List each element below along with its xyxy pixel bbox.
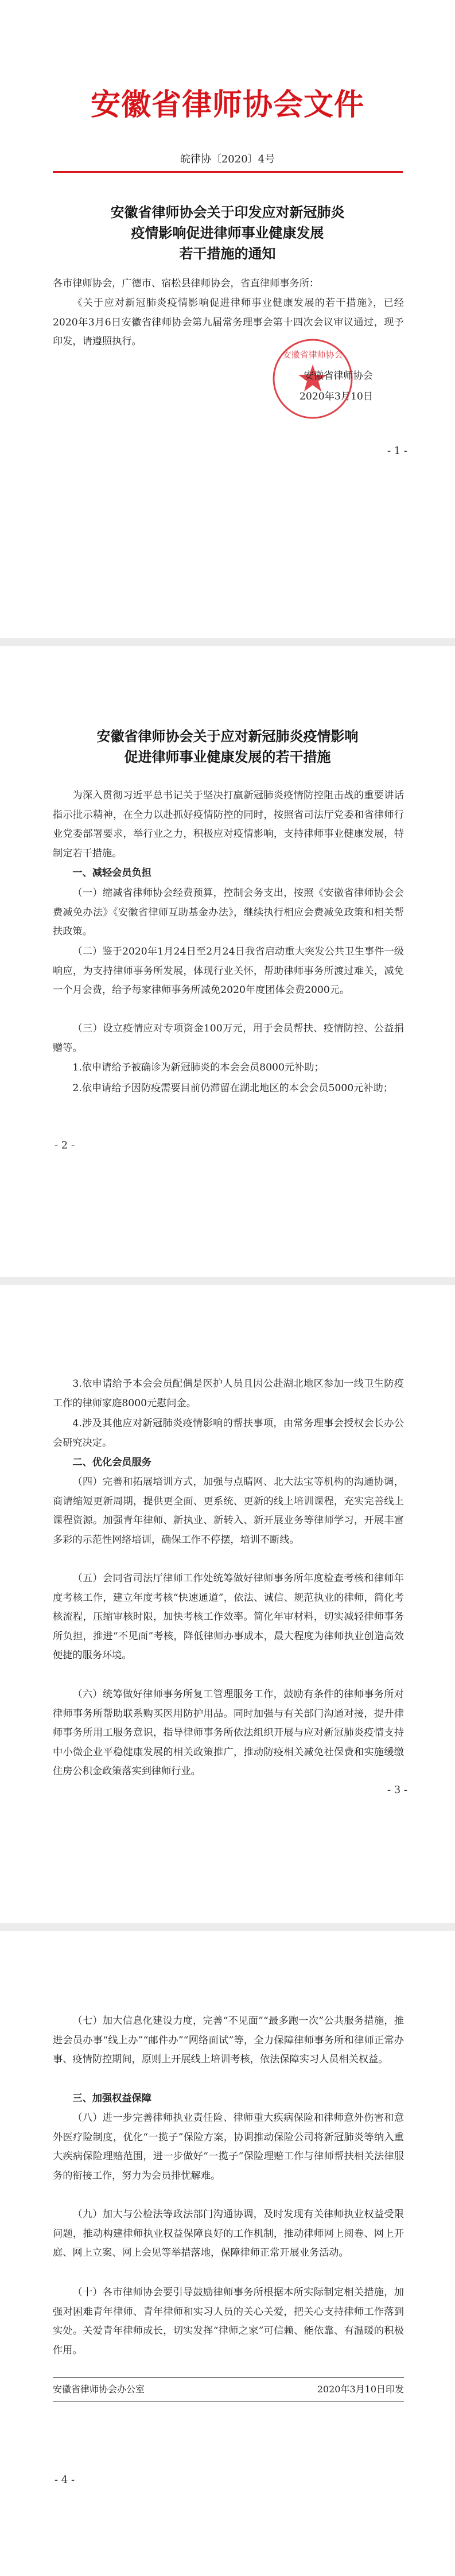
- measures-title: [52, 726, 403, 767]
- notice-title-line: 若干措施的通知: [179, 245, 276, 262]
- document-red-header: 安徽省律师协会文件: [90, 88, 364, 122]
- notice-addressee: 各市律师协会，广德市、宿松县律师协会，省直律师事务所：: [53, 278, 320, 289]
- measure-list-item: 1.依申请给予被确诊为新冠肺炎的本会会员8000元补助；: [72, 1062, 324, 1073]
- measures-title-line: 促进律师事业健康发展的若干措施: [124, 748, 331, 765]
- document-number: 皖律协〔2020〕4号: [180, 153, 275, 165]
- page-number: - 4 -: [55, 2474, 75, 2486]
- measure-paragraph: （四）完善和拓展培训方式，加强与点睛网、北大法宝等机构的沟通协调，商请缩短更新周期，提供更全面、更系统、更新的线上培训课程，充实完善线上课程资源。加强青年律师、新执业、新转入、新开展业务等律师学习，开展丰富多彩的示范性网络培训，确保工作不停摆，培训不断线。: [53, 1476, 404, 1546]
- notice-body: 《关于应对新冠肺炎疫情影响促进律师事业健康发展的若干措施》，已经2020年3月6日安徽省律师协会第九届常务理事会第十四次会议审议通过，现予印发，请遵照执行。: [53, 297, 404, 347]
- measure-list-item: 4.涉及其他应对新冠肺炎疫情影响的帮扶事项，由常务理事会授权会长办公会研究决定。: [53, 1418, 404, 1449]
- notice-title-line: 疫情影响促进律师事业健康发展: [131, 224, 324, 241]
- measure-paragraph: （六）统筹做好律师事务所复工管理服务工作，鼓励有条件的律师事务所对律师事务所帮助联系购买医用防护用品。同时加强与有关部门沟通对接，提升律师事务所用工服务意识，指导律师事务所依法组织开展与应对新冠肺炎疫情支持中小微企业平稳健康发展的相关政策推广，推动防疫相关减免社保费和实施缓缴住房公积金政策落实到律师行业。: [53, 1689, 404, 1777]
- measure-paragraph: （一）缩减省律师协会经费预算，控制会务支出，按照《安徽省律师协会会费减免办法》《安徽省律师互助基金办法》，继续执行相应会费减免政策和相关帮扶政策。: [53, 887, 404, 937]
- notice-date: 2020年3月10日: [299, 391, 373, 402]
- measure-paragraph: （五）会同省司法厅律师工作处统筹做好律师事务所年度检查考核和律师年度考核工作，建立年度考核“快速通道”，依法、诚信、规范执业的律师，简化考核流程，压缩审核时限，加快考核工作效率。简化年审材料，切实减轻律师事务所负担，推进“不见面”考核，降低律师办事成本，最大程度为律师执业创造高效便捷的服务环境。: [53, 1573, 404, 1661]
- measure-list-item: 3.依申请给予本会会员配偶是医护人员且因公赴湖北地区参加一线卫生防疫工作的律师家庭8000元慰问金。: [53, 1378, 404, 1409]
- page-separator: [0, 1923, 455, 1931]
- red-divider-line: [53, 171, 403, 173]
- measure-paragraph: （十）各市律师协会要引导鼓励律师事务所根据本所实际制定相关措施，加强对困难青年律师、青年律师和实习人员的关心关爱，把关心支持律师工作落到实处。关爱青年律师成长，切实发挥“律师之家”可信赖、能依靠、有温暖的积极作用。: [53, 2287, 404, 2356]
- footer-org: 安徽省律师协会办公室: [53, 2384, 145, 2395]
- notice-signature: 安徽省律师协会: [304, 370, 373, 382]
- page-number: - 1 -: [387, 445, 407, 457]
- measure-paragraph: （八）进一步完善律师执业责任险、律师重大疾病保险和律师意外伤害和意外医疗险制度，优化“一揽子”保险方案，协调推动保险公司将新冠肺炎等纳入重大疾病保险理赔范围，进一步做好“一揽子”保险理赔工作与律师帮扶相关法律服务的衔接工作，努力为会员排忧解难。: [53, 2112, 404, 2182]
- page-number: - 3 -: [387, 1784, 407, 1796]
- measure-paragraph: （三）设立疫情应对专项资金100万元，用于会员帮扶、疫情防控、公益捐赠等。: [53, 1023, 404, 1054]
- section-heading: 二、优化会员服务: [72, 1457, 151, 1468]
- footer-rule: [53, 2401, 404, 2402]
- notice-title-line: 安徽省律师协会关于印发应对新冠肺炎: [110, 204, 345, 220]
- measure-paragraph: （七）加大信息化建设力度，完善“不见面”“最多跑一次”公共服务措施，推进会员办事“线上办”“邮件办”“网络面试”等，全力保障律师事务所和律师正常办事、疫情防控期间，原则上开展线上培训考核，依法保障实习人员相关权益。: [53, 2015, 404, 2065]
- page-separator: [0, 638, 455, 646]
- footer-rule: [53, 2377, 404, 2378]
- svg-text:安徽省律师协会: 安徽省律师协会: [282, 350, 343, 360]
- section-heading: 一、减轻会员负担: [72, 867, 151, 879]
- measure-list-item: 2.依申请给予因防疫需要目前仍滞留在湖北地区的本会会员5000元补助；: [72, 1083, 393, 1094]
- measure-paragraph: （九）加大与公检法等政法部门沟通协调，及时发现有关律师执业权益受限问题，推动构建律师执业权益保障良好的工作机制，推动律师网上阅卷、网上开庭、网上立案、网上会见等举措落地，保障律师正常开展业务活动。: [53, 2209, 404, 2259]
- page-number: - 2 -: [55, 1139, 75, 1151]
- footer-date: 2020年3月10日印发: [317, 2384, 404, 2395]
- footer: [53, 2382, 404, 2395]
- notice-title: [52, 202, 403, 264]
- measures-intro: 为深入贯彻习近平总书记关于坚决打赢新冠肺炎疫情防控阻击战的重要讲话指示批示精神，在全力以赴抓好疫情防控的同时，按照省司法厅党委和省律师行业党委部署要求，举行业之力，积极应对疫情影响，支持律师事业健康发展，特制定若干措施。: [53, 790, 404, 859]
- page-separator: [0, 1277, 455, 1285]
- measure-paragraph: （二）鉴于2020年1月24日至2月24日我省启动重大突发公共卫生事件一级响应，为支持律师事务所发展，体现行业关怀，帮助律师事务所渡过难关，减免一个月会费，给予每家律师事务所减免2020年度团体会费2000元。: [53, 946, 404, 996]
- section-heading: 三、加强权益保障: [72, 2093, 151, 2104]
- measures-title-line: 安徽省律师协会关于应对新冠肺炎疫情影响: [96, 728, 359, 744]
